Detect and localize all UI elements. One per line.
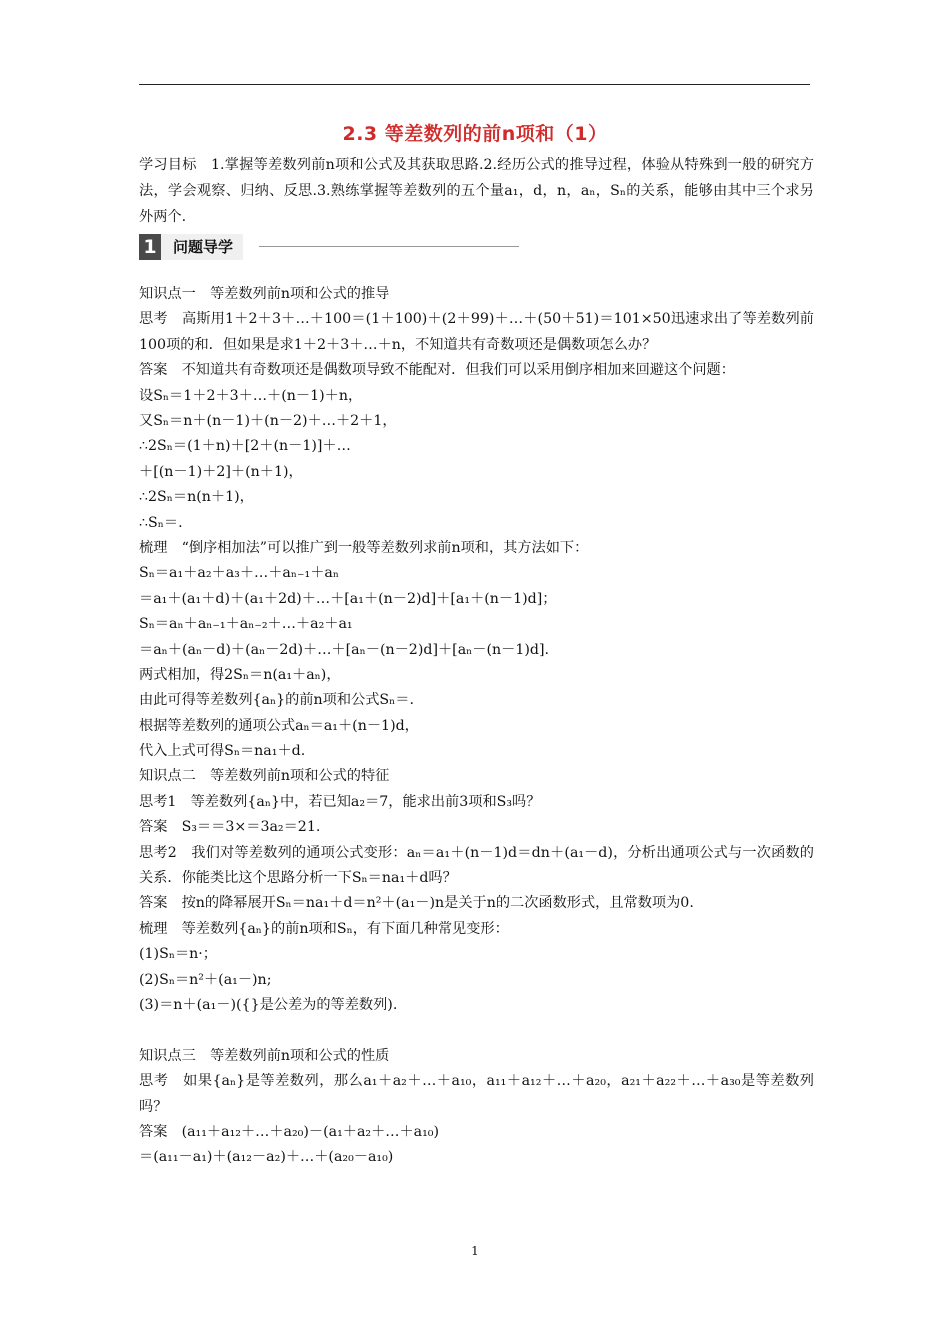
kp3-heading: 知识点三 等差数列前n项和公式的性质 [139,1047,390,1064]
summary-line: 梳理 等差数列{aₙ}的前n项和Sₙ，有下面几种常见变形： [139,920,509,937]
formula-line: (3)＝n＋(a₁－)({}是公差为的等差数列). [139,997,398,1014]
kp1-heading: 知识点一 等差数列前n项和公式的推导 [139,286,390,302]
formula-line: 由此可得等差数列{aₙ}的前n项和公式Sₙ＝. [139,692,414,709]
formula-line: 又Sₙ＝n＋(n－1)＋(n－2)＋…＋2＋1， [139,413,397,429]
formula-line: ∴Sₙ＝. [139,514,183,531]
learning-goals: 学习目标 1.掌握等差数列前n项和公式及其获取思路.2.经历公式的推导过程，体验从特殊到一般的研究方法，学会观察、归纳、反思.3.熟练掌握等差数列的五个量a₁，d，n，aₙ，Sₙ的关系，能够由其中三个求另外两个. [139,157,814,225]
formula-line: 根据等差数列的通项公式aₙ＝a₁＋(n－1)d， [139,717,419,734]
answer-gauss: 答案 不知道共有奇数项还是偶数项导致不能配对．但我们可以采用倒序相加来回避这个问题： [139,362,735,379]
answer-line: 答案 (a₁₁＋a₁₂＋…＋a₂₀)－(a₁＋a₂＋…＋a₁₀) [139,1124,440,1140]
formula-line: ＝aₙ＋(aₙ－d)＋(aₙ－2d)＋…＋[aₙ－(n－2)d]＋[aₙ－(n－1)d]. [139,641,550,658]
formula-line: (1)Sₙ＝n·； [139,946,217,963]
formula-line: 设Sₙ＝1＋2＋3＋…＋(n－1)＋n， [139,387,363,404]
section-number: 1 [139,234,161,260]
formula-line: (2)Sₙ＝n²＋(a₁－)n; [139,971,272,988]
body-content [139,282,814,1171]
summary-line: 梳理 “倒序相加法”可以推广到一般等差数列求前n项和，其方法如下： [139,539,589,556]
section-divider [259,246,519,247]
answer-line: 答案 按n的降幂展开Sₙ＝na₁＋d＝n²＋(a₁－)n是关于n的二次函数形式，且常数项为0. [139,895,694,912]
kp2-heading: 知识点二 等差数列前n项和公式的特征 [139,768,390,785]
formula-line: Sₙ＝a₁＋a₂＋a₃＋…＋aₙ₋₁＋aₙ [139,565,339,582]
formula-line: 两式相加，得2Sₙ＝n(a₁＋aₙ)， [139,666,341,683]
formula-line: ∴2Sₙ＝n(n＋1)， [139,489,254,506]
formula-line: ＝(a₁₁－a₁)＋(a₁₂－a₂)＋…＋(a₂₀－a₁₀) [139,1149,394,1166]
answer-line: 答案 S₃＝＝3×＝3a₂＝21. [139,819,321,836]
section-header [139,234,519,260]
page-title: 2.3 等差数列的前n项和（1） [342,123,608,145]
formula-line: ＋[(n－1)＋2]＋(n＋1)， [139,463,303,480]
formula-line: 代入上式可得Sₙ＝na₁＋d. [139,743,306,760]
think-line: 思考 如果{aₙ}是等差数列，那么a₁＋a₂＋…＋a₁₀，a₁₁＋a₁₂＋…＋a₂₀，a₂₁＋a₂₂＋…＋a₃₀是等差数列吗？ [139,1073,814,1115]
think-gauss: 思考 高斯用1＋2＋3＋…＋100＝(1＋100)＋(2＋99)＋…＋(50＋51)＝101×50迅速求出了等差数列前100项的和．但如果是求1＋2＋3＋…＋n，不知道共有奇数项还是偶数项怎么办？ [139,311,814,353]
think-line: 思考1 等差数列{aₙ}中，若已知a₂＝7，能求出前3项和S₃吗？ [139,793,541,810]
spacer [139,1018,814,1043]
formula-line: ∴2Sₙ＝(1＋n)＋[2＋(n－1)]＋… [139,438,351,455]
formula-line: Sₙ＝aₙ＋aₙ₋₁＋aₙ₋₂＋…＋a₂＋a₁ [139,616,353,633]
formula-line: ＝a₁＋(a₁＋d)＋(a₁＋2d)＋…＋[a₁＋(n－2)d]＋[a₁＋(n－1)d]； [139,590,557,607]
page-number: 1 [471,1244,479,1258]
think-line: 思考2 我们对等差数列的通项公式变形：aₙ＝a₁＋(n－1)d＝dn＋(a₁－d)，分析出通项公式与一次函数的关系．你能类比这个思路分析一下Sₙ＝na₁＋d吗？ [139,844,814,887]
section-label: 问题导学 [161,234,243,260]
header-rule [139,84,810,85]
